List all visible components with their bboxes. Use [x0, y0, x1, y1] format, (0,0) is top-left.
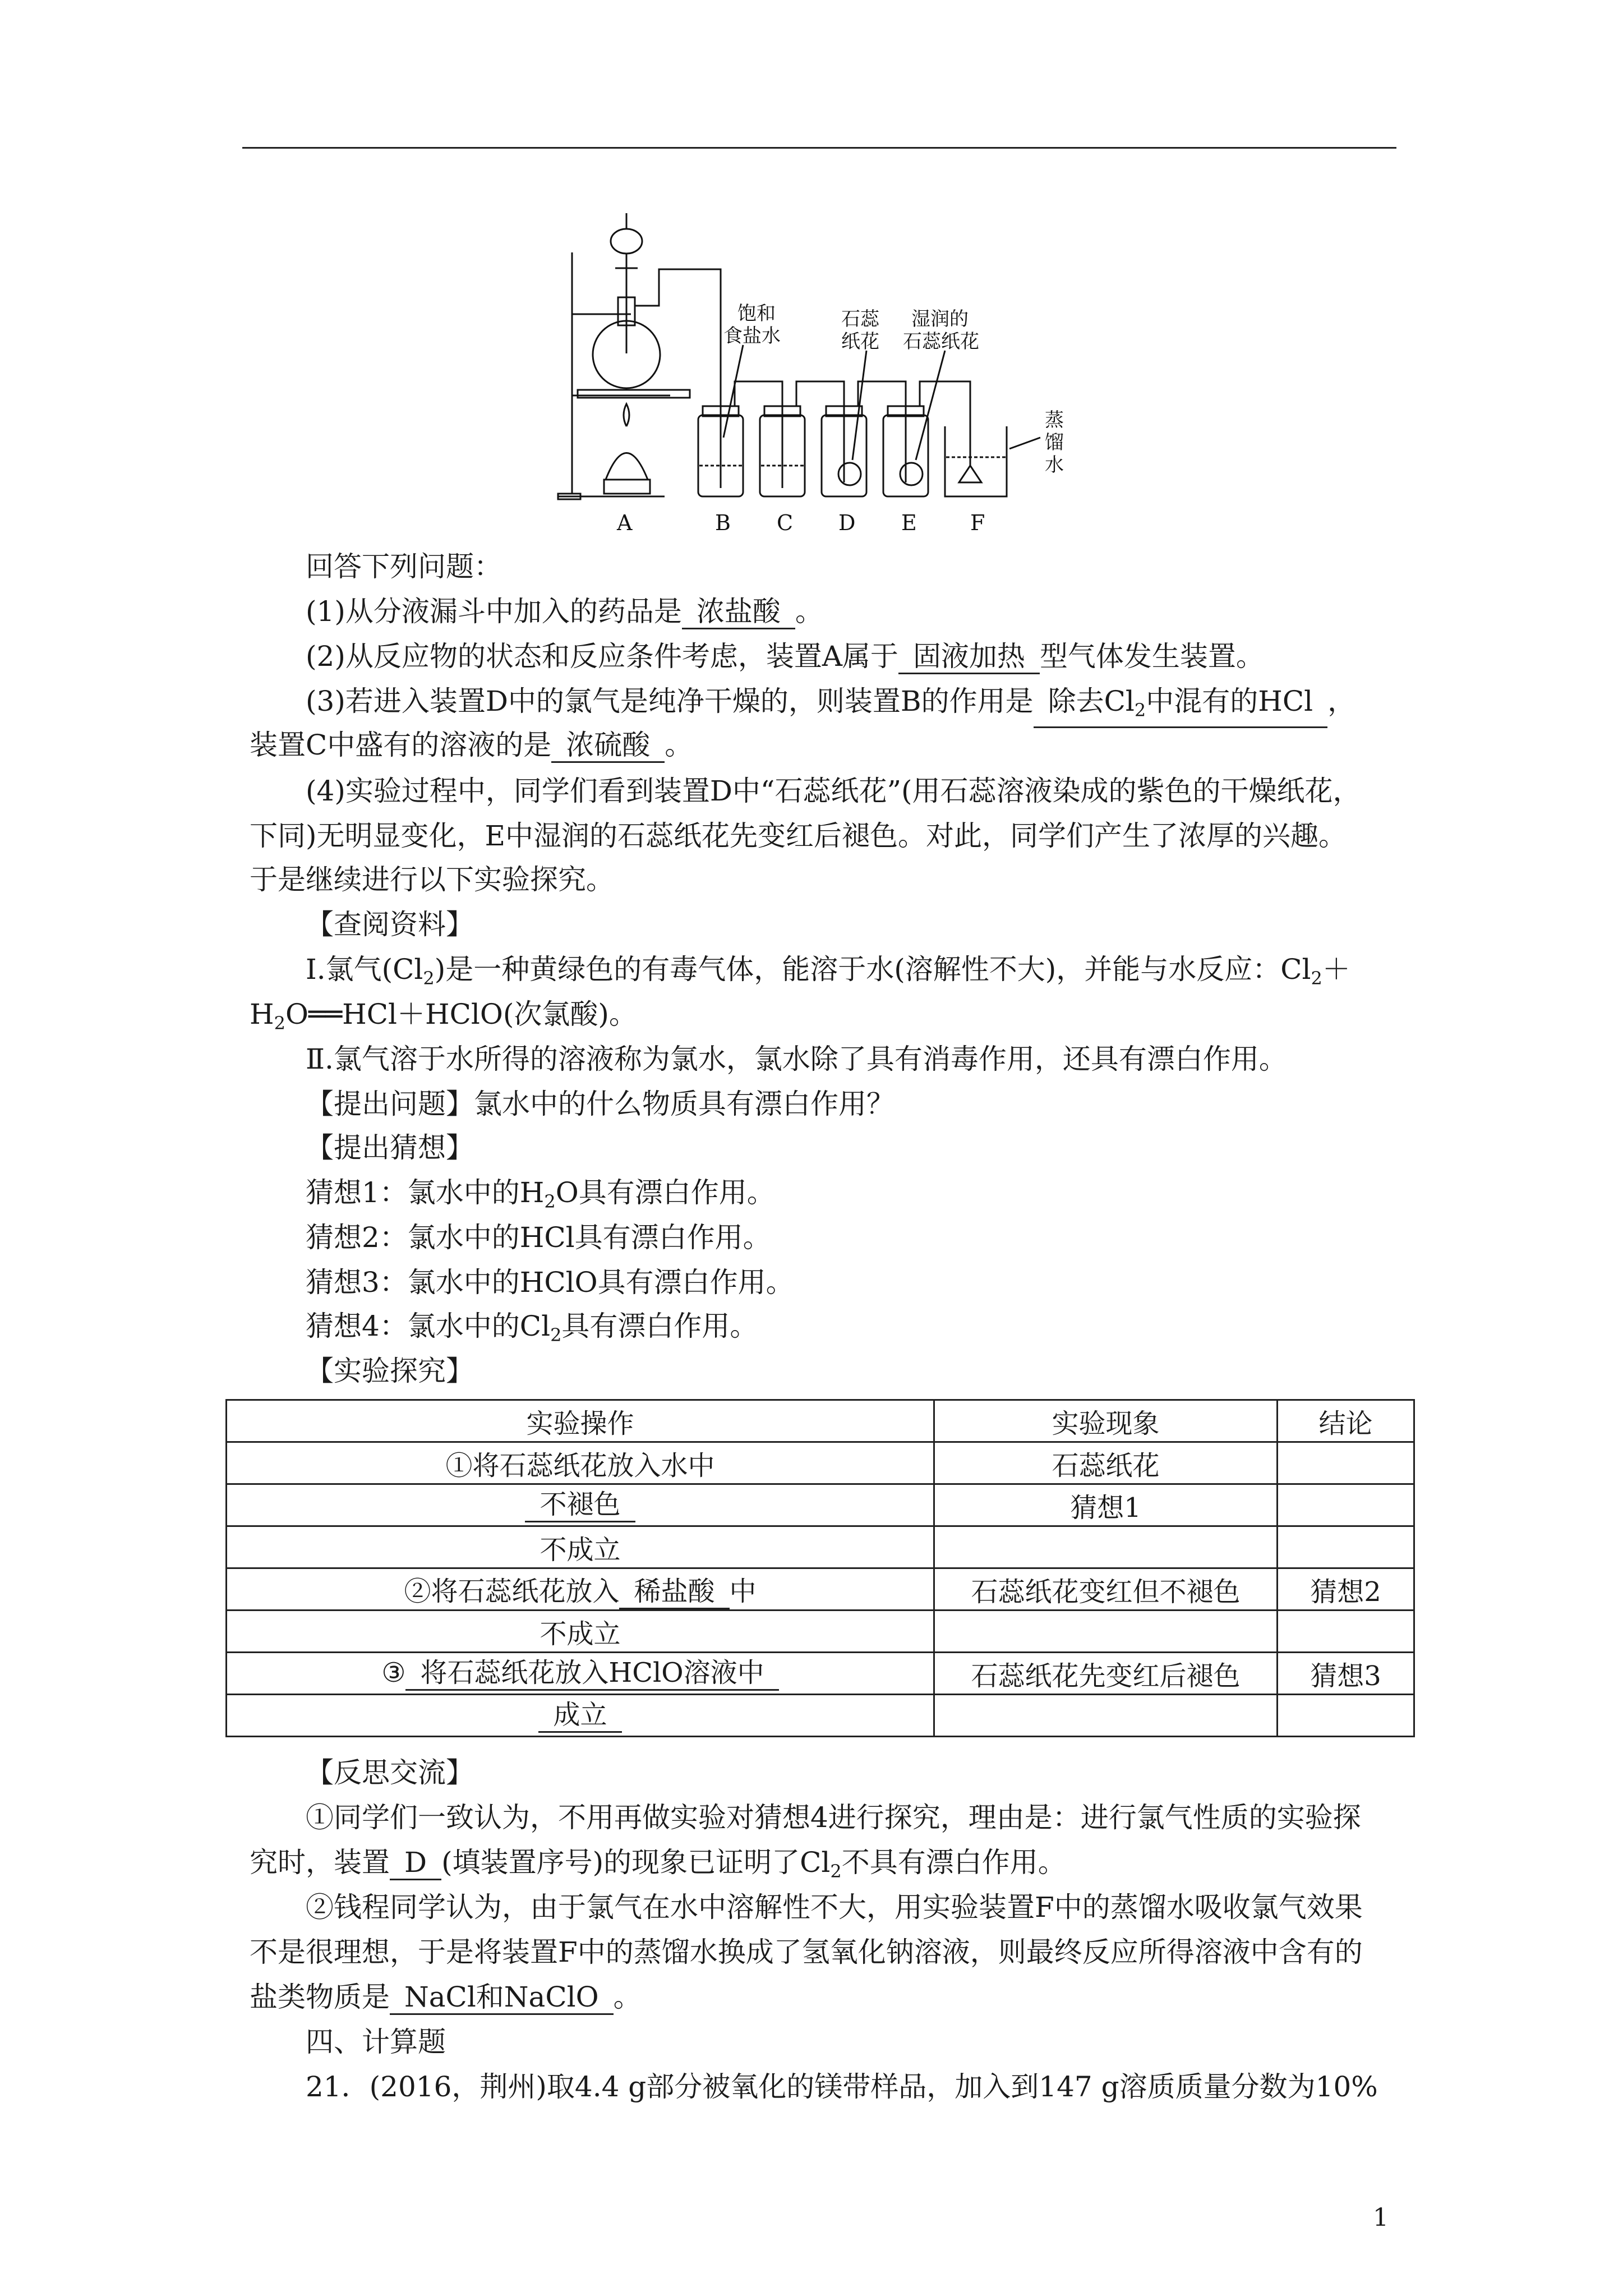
- table-cell: [1278, 1611, 1414, 1653]
- table-header-conclusion: 结论: [1278, 1400, 1414, 1442]
- reference-i: [306, 950, 1350, 998]
- table-cell: [227, 1568, 934, 1611]
- reference-i-line2: [250, 995, 637, 1043]
- reflect-p2-line1: ②钱程同学认为，由于氯气在水中溶解性不大，用实验装置F中的蒸馏水吸收氯气效果: [306, 1891, 1363, 1924]
- apparatus-figure: [552, 202, 1102, 539]
- hyp1-b: O具有漂白作用。: [555, 1176, 775, 1209]
- q3-post: ，: [1327, 685, 1356, 717]
- page-number: 1: [1373, 2203, 1389, 2232]
- reference-heading: 【查阅资料】: [306, 908, 474, 941]
- table-cell: 石蕊纸花变红但不褪色: [934, 1568, 1278, 1611]
- question-1: [306, 592, 823, 631]
- table-cell: [227, 1695, 934, 1737]
- table-row: [227, 1611, 1414, 1653]
- q3-line2-post: 。: [665, 729, 693, 761]
- intro-text: 回答下列问题：: [306, 550, 502, 583]
- table-header-operation: 实验操作: [227, 1400, 934, 1442]
- table-row: [227, 1568, 1414, 1611]
- reflect-heading: 【反思交流】: [306, 1756, 474, 1789]
- reflect-p2-pre: 盐类物质是: [250, 1981, 390, 2013]
- q2-text: (2)从反应物的状态和反应条件考虑，装置A属于: [306, 640, 898, 673]
- reflect-p1-mid: (填装置序号)的现象已证明了Cl: [441, 1846, 831, 1879]
- table-row: [227, 1526, 1414, 1568]
- table-header-phenomenon: 实验现象: [934, 1400, 1278, 1442]
- table-answer: 稀盐酸: [619, 1575, 729, 1609]
- label-wet-2: 石蕊纸花: [903, 330, 979, 353]
- reference-ii: Ⅱ.氯气溶于水所得的溶液称为氯水，氯水除了具有消毒作用，还具有漂白作用。: [306, 1043, 1287, 1075]
- table-row: [227, 1695, 1414, 1737]
- q3-answer-b: 中混有的HCl: [1146, 685, 1313, 717]
- table-cell: [1278, 1484, 1414, 1526]
- reflect-p1-pre: 究时，装置: [250, 1846, 390, 1879]
- hypothesis-3: 猜想3：氯水中的HClO具有漂白作用。: [306, 1266, 794, 1299]
- table-cell: 猜想3: [1278, 1653, 1414, 1695]
- letter-a: A: [617, 510, 633, 535]
- label-saturated-2: 食盐水: [723, 325, 781, 347]
- calc-question-21: 21．(2016，荆州)取4.4 g部分被氧化的镁带样品，加入到147 g溶质质量分数为10%: [306, 2070, 1378, 2103]
- reflect-p2-post: 。: [613, 1981, 642, 2013]
- reflect-p1-answer: D: [390, 1846, 441, 1880]
- calc-heading: 四、计算题: [306, 2026, 446, 2058]
- reflect-p1-line2: [250, 1843, 1066, 1891]
- q3-answer-sub: 2: [1134, 700, 1146, 721]
- r4-pre: ②将石蕊纸花放入: [404, 1575, 620, 1607]
- question-2: [306, 637, 1264, 676]
- letter-e: E: [901, 510, 917, 535]
- table-answer: 成立: [538, 1699, 621, 1733]
- ref-i-b: )是一种黄绿色的有毒气体，能溶于水(溶解性不大)，并能与水反应：Cl: [434, 953, 1311, 986]
- q1-answer: 浓盐酸: [682, 595, 795, 629]
- question-4-line2: 下同)无明显变化，E中湿润的石蕊纸花先变红后褪色。对此，同学们产生了浓厚的兴趣。: [250, 820, 1347, 852]
- question-3-line2: [250, 725, 693, 765]
- explore-heading: 【实验探究】: [306, 1355, 474, 1387]
- table-cell: [1278, 1695, 1414, 1737]
- label-distilled-2: 馏: [1045, 431, 1064, 454]
- table-answer: 不褪色: [525, 1488, 635, 1522]
- table-cell: 石蕊纸花: [934, 1442, 1278, 1484]
- q3-line2-text: 装置C中盛有的溶液的是: [250, 729, 552, 761]
- hyp4-b: 具有漂白作用。: [561, 1310, 758, 1342]
- label-wet-1: 湿润的: [911, 308, 969, 330]
- ref-i-a: Ⅰ.氯气(Cl: [306, 953, 423, 986]
- hyp4-a: 猜想4：氯水中的Cl: [306, 1310, 551, 1342]
- ref-i2-a: H: [250, 998, 274, 1030]
- table-cell: [934, 1611, 1278, 1653]
- table-row: [227, 1484, 1414, 1526]
- ref-i2-b: O══HCl＋HClO(次氯酸)。: [285, 998, 637, 1030]
- q1-text: (1)从分液漏斗中加入的药品是: [306, 595, 682, 628]
- ref-i2-sub: 2: [274, 1013, 285, 1034]
- hyp1-sub: 2: [544, 1191, 556, 1212]
- table-cell: [227, 1484, 934, 1526]
- question-3: [306, 682, 1355, 728]
- table-cell: 不成立: [227, 1611, 934, 1653]
- hypothesis-heading: 【提出猜想】: [306, 1131, 474, 1164]
- table-cell: 猜想2: [1278, 1568, 1414, 1611]
- hypothesis-1: [306, 1173, 775, 1221]
- question-4-line3: 于是继续进行以下实验探究。: [250, 863, 614, 896]
- reflect-p1-line1: ①同学们一致认为，不用再做实验对猜想4进行探究，理由是：进行氯气性质的实验探: [306, 1801, 1361, 1834]
- reflect-p2-answer: NaCl和NaClO: [390, 1981, 614, 2015]
- reflect-p1-sub: 2: [830, 1861, 842, 1882]
- q1-post: 。: [795, 595, 823, 628]
- q3-line2-answer: 浓硫酸: [551, 729, 665, 763]
- table-header-row: [227, 1400, 1414, 1442]
- ref-i-sub2: 2: [1311, 968, 1322, 989]
- table-cell: ①将石蕊纸花放入水中: [227, 1442, 934, 1484]
- reflect-p1-post: 不具有漂白作用。: [841, 1846, 1066, 1879]
- table-cell: 不成立: [227, 1526, 934, 1568]
- label-distilled-1: 蒸: [1045, 409, 1064, 431]
- label-litmus-1: 石蕊: [841, 308, 879, 330]
- q3-text: (3)若进入装置D中的氯气是纯净干燥的，则装置B的作用是: [306, 685, 1034, 717]
- table-cell: 石蕊纸花先变红后褪色: [934, 1653, 1278, 1695]
- q3-answer-a: 除去Cl: [1048, 685, 1135, 717]
- table-cell: [934, 1695, 1278, 1737]
- table-answer: 将石蕊纸花放入HClO溶液中: [405, 1657, 778, 1691]
- r4-post: 中: [729, 1575, 757, 1607]
- table-row: [227, 1442, 1414, 1484]
- header-rule: [242, 147, 1396, 149]
- r6-pre: ③: [381, 1657, 406, 1688]
- ref-i-sub: 2: [423, 968, 435, 989]
- label-litmus-2: 纸花: [841, 330, 879, 353]
- table-cell: [1278, 1526, 1414, 1568]
- question-4-line1: (4)实验过程中，同学们看到装置D中“石蕊纸花”(用石蕊溶液染成的紫色的干燥纸花，: [306, 775, 1361, 807]
- hyp4-sub: 2: [550, 1324, 562, 1346]
- apparatus-diagram: [552, 202, 1102, 539]
- q3-answer: [1034, 685, 1327, 728]
- q2-answer: 固液加热: [898, 640, 1040, 674]
- table-cell: [1278, 1442, 1414, 1484]
- letter-c: C: [777, 510, 794, 535]
- letter-d: D: [838, 510, 856, 535]
- label-saturated-1: 饱和: [737, 302, 776, 325]
- hypothesis-2: 猜想2：氯水中的HCl具有漂白作用。: [306, 1221, 771, 1254]
- label-distilled-3: 水: [1045, 454, 1064, 476]
- table-row: [227, 1653, 1414, 1695]
- hyp1-a: 猜想1：氯水中的H: [306, 1176, 545, 1209]
- letter-f: F: [970, 510, 985, 535]
- table-cell: [934, 1526, 1278, 1568]
- reflect-p2-line2: 不是很理想，于是将装置F中的蒸馏水换成了氢氧化钠溶液，则最终反应所得溶液中含有的: [250, 1936, 1363, 1968]
- ref-i-end: ＋: [1322, 953, 1350, 986]
- table-cell: 猜想1: [934, 1484, 1278, 1526]
- reflect-p2-line3: [250, 1977, 642, 2017]
- letter-b: B: [715, 510, 731, 535]
- q2-post: 型气体发生装置。: [1039, 640, 1264, 673]
- question-heading: 【提出问题】氯水中的什么物质具有漂白作用？: [306, 1088, 895, 1120]
- table-cell: [227, 1653, 934, 1695]
- hypothesis-4: [306, 1306, 758, 1355]
- experiment-table: [225, 1399, 1415, 1737]
